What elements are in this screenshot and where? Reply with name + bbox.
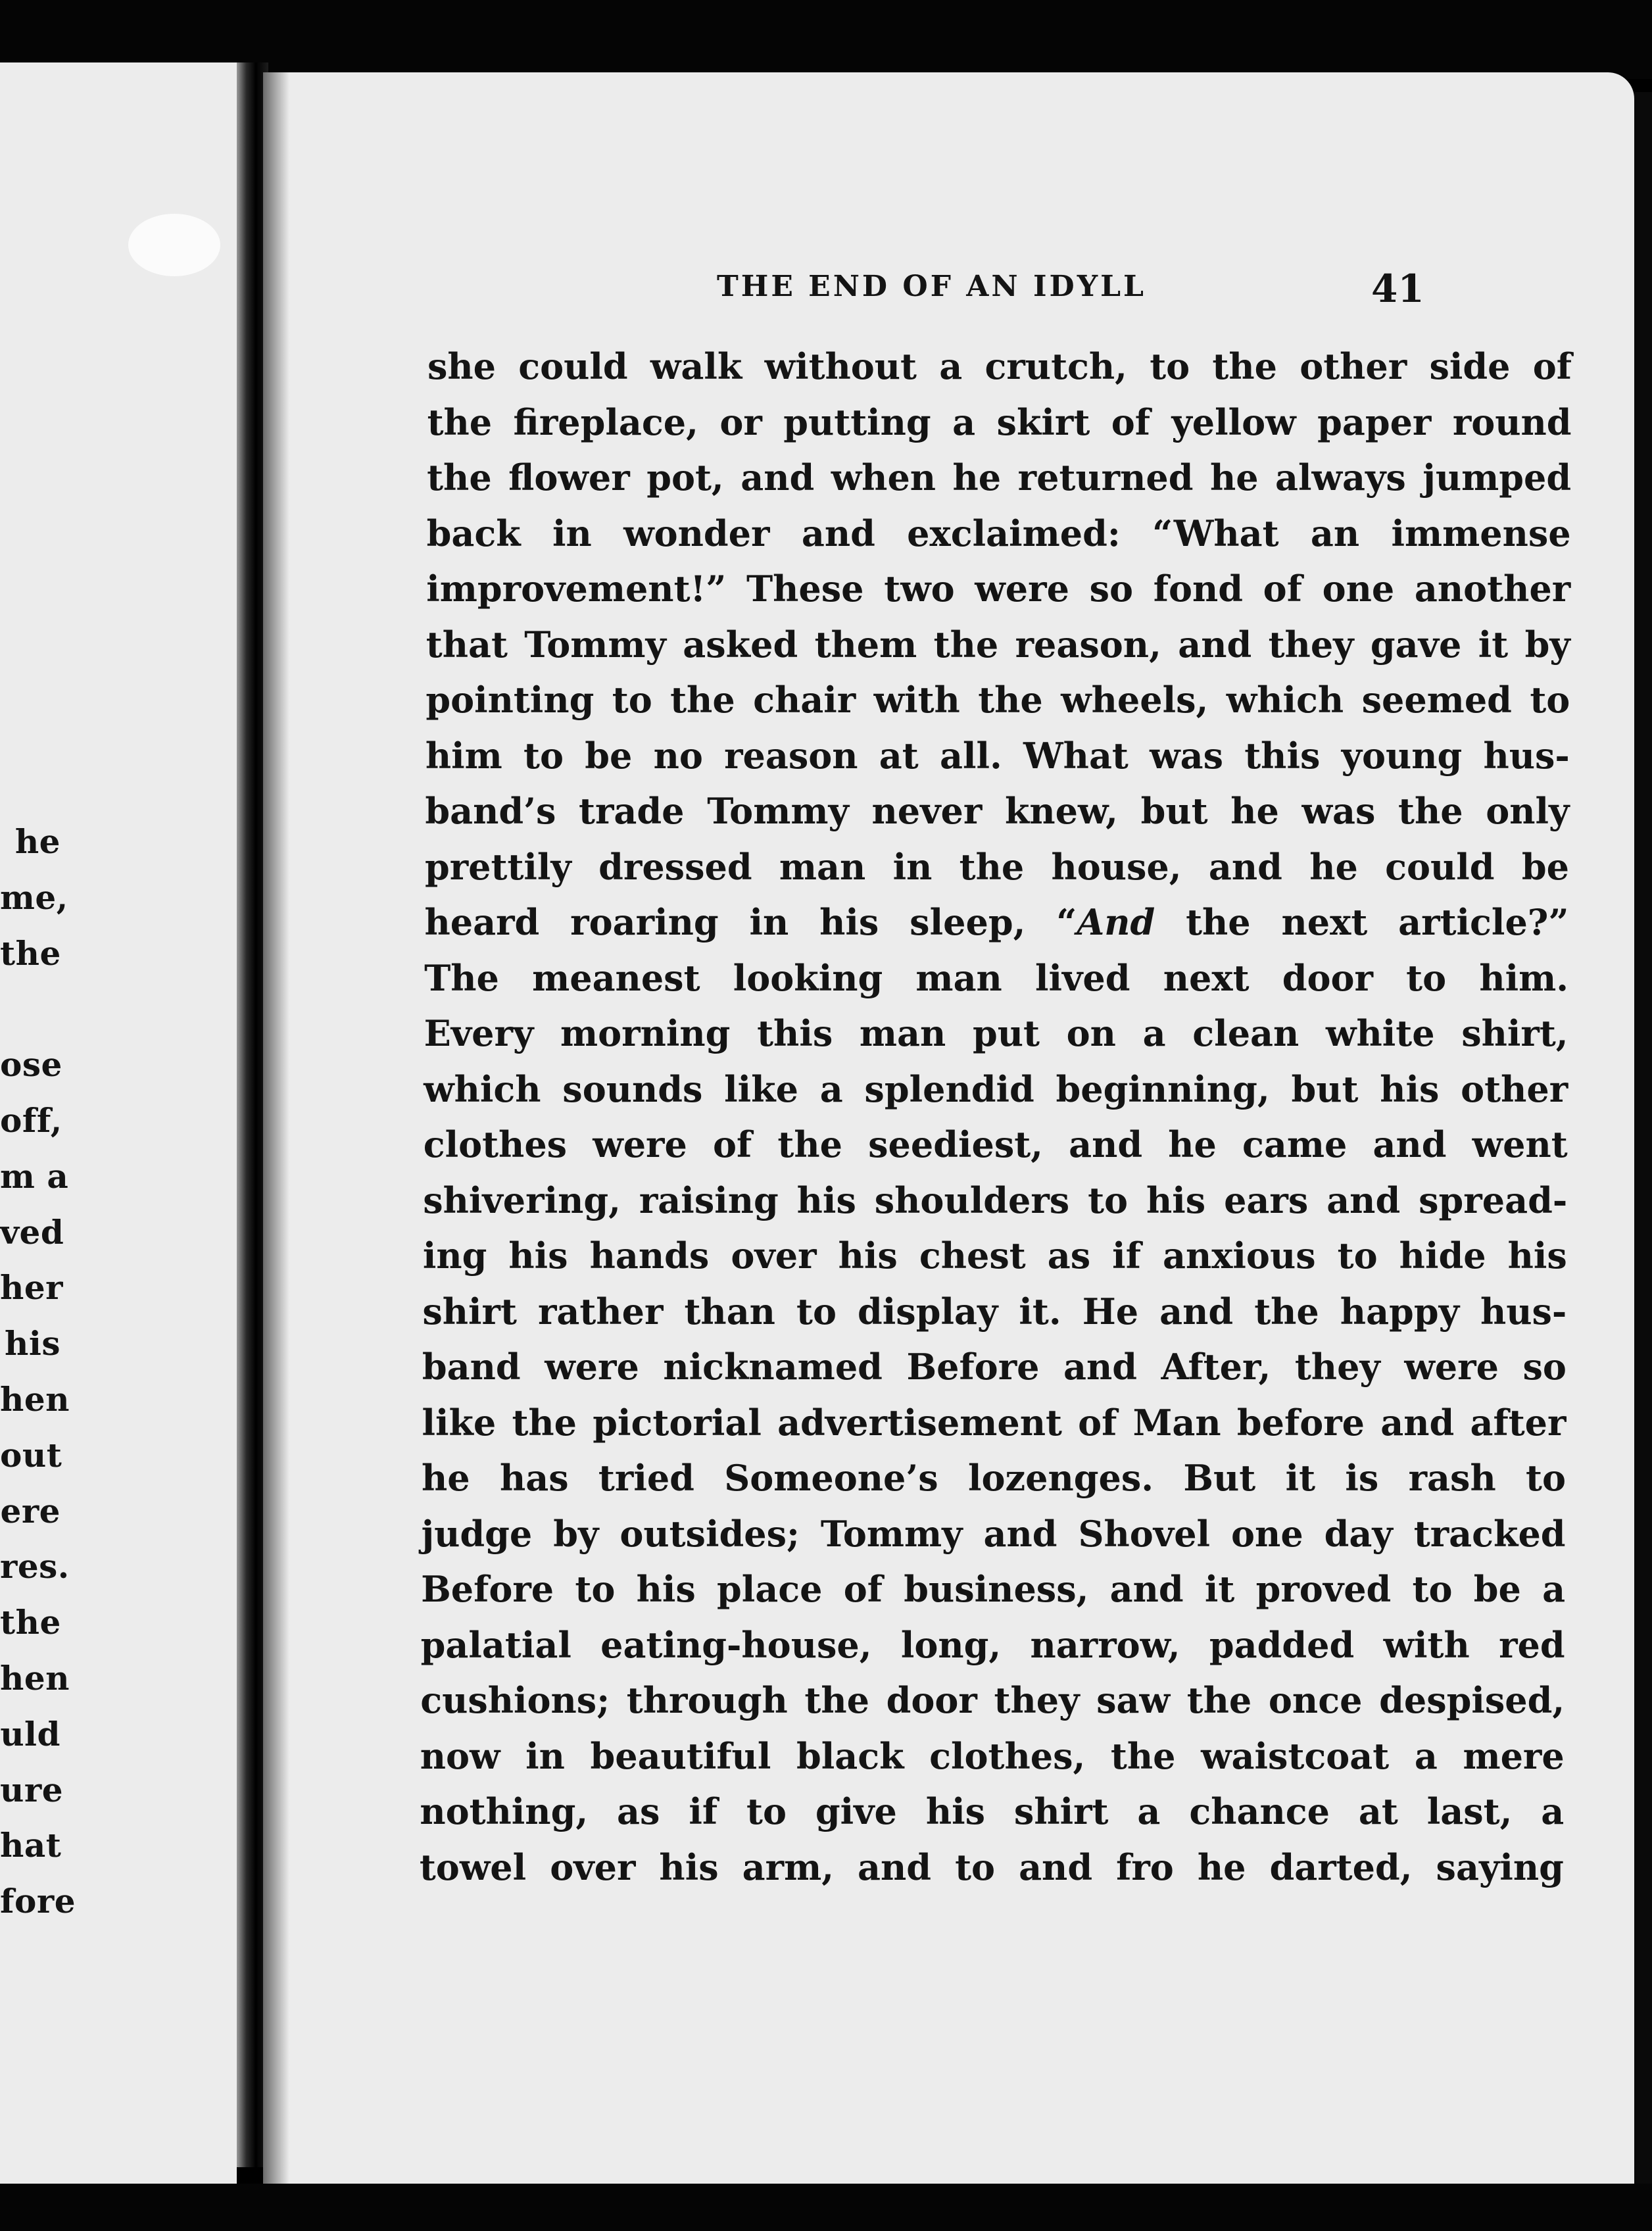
facing-page-fragment: hat (0, 1826, 62, 1865)
facing-page-fragment: ose (0, 1045, 62, 1085)
text-line: band were nicknamed Before and After, they were so (422, 1346, 1567, 1388)
facing-page-fragment: ure (0, 1770, 64, 1809)
text-line: Every morning this man put on a clean white shirt, (424, 1012, 1568, 1054)
text-line: the flower pot, and when he returned he always jumped (427, 456, 1572, 499)
running-head: THE END OF AN IDYLL (717, 270, 1146, 303)
text-line: shivering, raising his shoulders to his ears and spread- (423, 1179, 1568, 1221)
text-line: Before to his place of business, and it proved to be a (421, 1568, 1566, 1610)
text-line: she could walk without a crutch, to the other side of (427, 345, 1572, 387)
scan-right-border (1634, 92, 1652, 2184)
facing-page-fragment: off, (0, 1101, 62, 1140)
text-line: clothes were of the seediest, and he came and went (423, 1123, 1568, 1165)
facing-page-fragment: me, (0, 877, 68, 917)
text-line: improvement!” These two were so fond of one another (426, 568, 1571, 610)
text-line: back in wonder and exclaimed: “What an immense (426, 512, 1571, 554)
facing-page-fragment: hen (0, 1380, 70, 1419)
facing-page-fragment: his (5, 1324, 61, 1363)
text-line: shirt rather than to display it. He and the happy hus- (422, 1290, 1567, 1333)
facing-page-fragment: ere (0, 1491, 61, 1531)
page-hole (128, 214, 220, 276)
facing-page-fragment: the (0, 933, 61, 973)
text-line: heard roaring in his sleep, “And the next article?” (424, 901, 1569, 943)
text-line: ing his hands over his chest as if anxious to hide his (422, 1235, 1567, 1277)
text-line: which sounds like a splendid beginning, but his other (424, 1067, 1568, 1110)
page-shadow (263, 72, 289, 2187)
text-line: judge by outsides; Tommy and Shovel one day tracked (421, 1512, 1566, 1555)
facing-page-fragment: the (0, 1603, 61, 1642)
text-line: pointing to the chair with the wheels, which seemed to (425, 679, 1570, 721)
text-line: band’s trade Tommy never knew, but he was the only (425, 790, 1570, 832)
facing-page-fragment: hen (0, 1659, 70, 1698)
text-line: prettily dressed man in the house, and he could be (424, 845, 1569, 888)
italic-word: And (1077, 901, 1155, 943)
book-page (263, 72, 1634, 2187)
text-line: cushions; through the door they saw the once despised, (420, 1679, 1565, 1721)
facing-page-fragment: ved (0, 1212, 64, 1252)
scan-bottom-border (0, 2184, 1652, 2231)
text-line: The meanest looking man lived next door to him. (424, 956, 1569, 999)
text-line: the fireplace, or putting a skirt of yellow paper round (427, 401, 1572, 443)
text-line: like the pictorial advertisement of Man before and after (422, 1401, 1567, 1444)
text-line: palatial eating-house, long, narrow, padded with red (420, 1623, 1565, 1666)
text-line: he has tried Someone’s lozenges. But it is rash to (422, 1457, 1566, 1499)
facing-page-fragment: her (0, 1268, 64, 1308)
text-line: towel over his arm, and to and fro he darted, saying (419, 1846, 1564, 1888)
facing-page-fragment: fore (0, 1882, 76, 1921)
facing-page-fragment: out (0, 1435, 62, 1475)
page-number: 41 (1371, 266, 1424, 311)
facing-page-left (0, 62, 237, 2184)
facing-page-fragment: he (14, 822, 61, 861)
text-line: nothing, as if to give his shirt a chance at last, a (420, 1790, 1565, 1832)
text-line: that Tommy asked them the reason, and they gave it by (425, 623, 1570, 666)
facing-page-fragment: uld (0, 1714, 61, 1753)
facing-page-fragment: res. (0, 1547, 70, 1586)
text-line: him to be no reason at all. What was this young hus- (425, 734, 1570, 777)
facing-page-fragment: m a (0, 1156, 69, 1196)
text-line: now in beautiful black clothes, the waistcoat a mere (420, 1734, 1565, 1777)
